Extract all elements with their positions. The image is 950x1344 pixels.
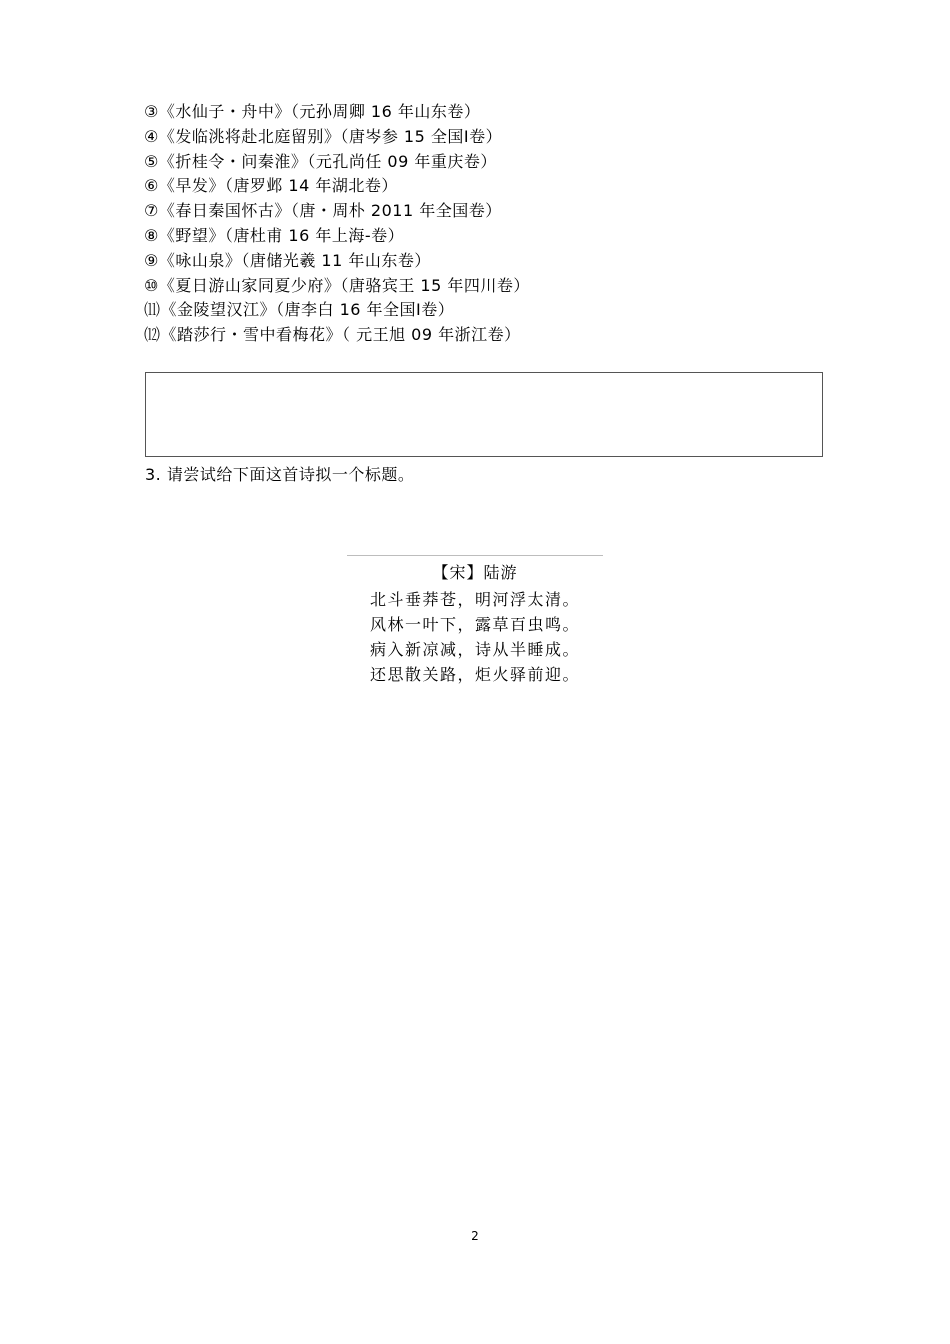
poem [300, 562, 650, 687]
poem-line: 病入新凉减，诗从半睡成。 [369, 640, 580, 659]
reference-item: ⑾《金陵望汉江》（唐李白 16 年全国Ⅰ卷） [144, 300, 455, 320]
title-blank-line [347, 555, 603, 556]
answer-box [145, 372, 823, 457]
reference-list [144, 100, 530, 348]
reference-item: ⑥《早发》（唐罗邺 14 年湖北卷） [144, 176, 398, 196]
reference-item: ⑦《春日秦国怀古》（唐・周朴 2011 年全国卷） [144, 201, 502, 221]
reference-item: ④《发临洮将赴北庭留别》（唐岑参 15 全国Ⅰ卷） [144, 126, 503, 146]
poem-line: 还思散关路，炬火驿前迎。 [369, 665, 580, 684]
poem-line: 北斗垂莽苍，明河浮太清。 [369, 590, 580, 609]
reference-item: ⑿《踏莎行・雪中看梅花》（ 元王旭 09 年浙江卷） [144, 325, 521, 345]
question-3: 3. 请尝试给下面这首诗拟一个标题。 [145, 465, 415, 484]
reference-item: ⑩《夏日游山家同夏少府》（唐骆宾王 15 年四川卷） [144, 275, 530, 295]
reference-item: ⑤《折桂令・问秦淮》（元孔尚任 09 年重庆卷） [144, 151, 497, 171]
poem-line: 风林一叶下，露草百虫鸣。 [369, 615, 580, 634]
reference-item: ⑨《咏山泉》（唐储光羲 11 年山东卷） [144, 250, 431, 270]
reference-item: ⑧《野望》（唐杜甫 16 年上海-卷） [144, 225, 405, 245]
reference-item: ③《水仙子・舟中》（元孙周卿 16 年山东卷） [144, 102, 481, 121]
poem-author: 【宋】陆游 [432, 563, 518, 582]
page-number: 2 [471, 1229, 479, 1243]
